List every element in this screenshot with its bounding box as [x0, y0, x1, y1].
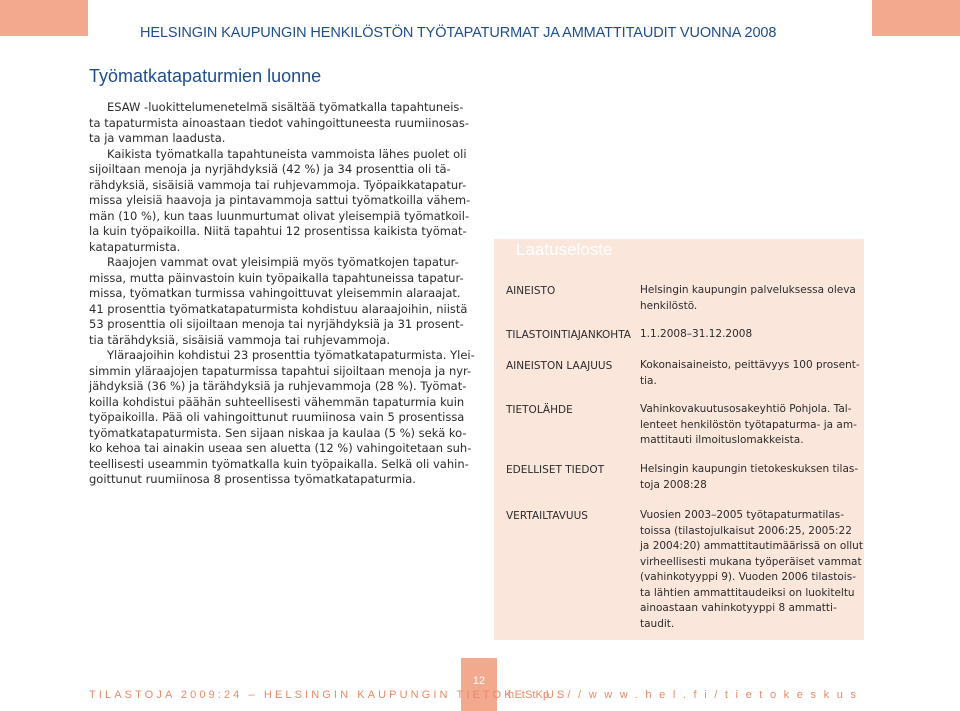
- text-line: simmin yläraajojen tapaturmissa tapahtui sijoiltaan menoja ja nyr-: [89, 363, 472, 378]
- quality-value-laajuus: [640, 358, 860, 389]
- body-text-column: [89, 100, 475, 488]
- text-line: tia tärähdyksiä, sisäisiä vammoja tai ruhjevammoja.: [89, 332, 391, 347]
- quality-value-tietolahde: [640, 402, 860, 449]
- text-line: Raajojen vammat ovat yleisimpiä myös työmatkojen tapatur-: [107, 255, 459, 269]
- text-line: tia.: [640, 374, 657, 387]
- text-line: ja 2004:20) ammattitautimäärissä on ollut: [640, 540, 863, 552]
- page-header-title: HELSINGIN KAUPUNGIN HENKILÖSTÖN TYÖTAPATURMAT JA AMMATTITAUDIT VUONNA 2008: [140, 25, 777, 41]
- text-line: työpaikoilla. Pää oli vahingoittunut ruumiinosa vain 5 prosentissa: [89, 410, 465, 424]
- text-line: ko kehoa tai ainakin useaa sen aluetta (12 %) vahingoitetaan suh-: [89, 441, 472, 455]
- paragraph-injury-types: [89, 147, 469, 256]
- text-line: (vahinkotyyppi 9). Vuoden 2006 tilastois-: [640, 571, 856, 583]
- page-number: 12: [472, 675, 486, 687]
- corner-decoration-right: [872, 0, 960, 36]
- text-line: 41 prosenttia työmatkatapaturmista kohdistuu alaraajoihin, niistä: [89, 301, 468, 316]
- quality-label-vertailtavuus: VERTAILTAVUUS: [506, 510, 588, 522]
- text-line: 53 prosenttia oli sijoiltaan menoja tai nyrjähdyksiä ja 31 prosent-: [89, 317, 464, 331]
- text-line: ta ja vamman laadusta.: [89, 131, 226, 145]
- quality-label-edelliset: EDELLISET TIEDOT: [506, 464, 605, 476]
- footer-url-link[interactable]: http://www.hel.fi/tietokeskus: [508, 689, 864, 701]
- text-line: koilla kohdistui päähän suhteellisesti vähemmän tapaturmia kuin: [89, 394, 465, 409]
- text-line: lenteet henkilöstön työtapaturma- ja am-: [640, 418, 857, 431]
- quality-value-tilastointiajankohta: [640, 327, 860, 343]
- text-line: ESAW -luokittelumenetelmä sisältää työmatkalla tapahtuneis-: [107, 100, 464, 114]
- text-line: män (10 %), kun taas luunmurtumat olivat yleisempiä työmatkoil-: [89, 208, 470, 223]
- quality-statement-title: Laatuseloste: [516, 240, 613, 259]
- paragraph-esaw: [89, 100, 469, 147]
- text-line: Vuosien 2003–2005 työtapaturmatilas-: [640, 509, 845, 521]
- text-line: Kokonaisaineisto, peittävyys 100 prosent-: [640, 359, 860, 371]
- text-line: ta lähtien ammattitaudeiksi on luokiteltu: [640, 586, 855, 599]
- footer-publication: TILASTOJA 2009:24 – HELSINGIN KAUPUNGIN TIETOKESKUS: [89, 689, 568, 701]
- text-line: Kaikista työmatkalla tapahtuneista vammoista lähes puolet oli: [107, 146, 467, 161]
- text-line: missa, työmatkan turmissa vahingoittuvat yleisemmin alaraajat.: [89, 286, 461, 300]
- section-title: Työmatkatapaturmien luonne: [89, 66, 322, 86]
- text-line: Helsingin kaupungin tietokeskuksen tilas-: [640, 463, 859, 475]
- text-line: ainoastaan vahinkotyyppi 8 ammatti-: [640, 602, 837, 614]
- text-line: la kuin työpaikoilla. Niitä tapahtui 12 prosentissa kaikista työmat-: [89, 224, 467, 238]
- text-line: Vahinkovakuutusosakeyhtiö Pohjola. Tal-: [640, 403, 852, 415]
- quality-label-tilastointiajankohta: TILASTOINTIAJANKOHTA: [506, 329, 631, 341]
- text-line: mattitauti ilmoituslomakkeista.: [640, 434, 804, 446]
- text-line: henkilöstö.: [640, 299, 698, 312]
- text-line: missa, mutta päinvastoin kuin työpaikalla tapahtuneissa tapatur-: [89, 270, 464, 285]
- quality-value-aineisto: [640, 283, 860, 314]
- text-line: katapaturmista.: [89, 239, 181, 254]
- quality-value-edelliset: [640, 462, 860, 493]
- quality-label-tietolahde: TIETOLÄHDE: [506, 404, 573, 416]
- text-line: missa yleisiä haavoja ja pintavammoja sattui työmatkoilla vähem-: [89, 193, 471, 207]
- text-line: 1.1.2008–31.12.2008: [640, 328, 753, 340]
- paragraph-limb-injuries: [89, 255, 469, 348]
- text-line: jähdyksiä (36 %) ja tärähdyksiä ja ruhjevammoja (28 %). Työmat-: [89, 379, 467, 393]
- text-line: virheellisesti mukana työperäiset vammat: [640, 555, 862, 568]
- text-line: taudit.: [640, 617, 675, 630]
- text-line: Yläraajoihin kohdistui 23 prosenttia työmatkatapaturmista. Ylei-: [107, 348, 475, 362]
- corner-decoration-left: [0, 0, 88, 36]
- text-line: toja 2008:28: [640, 478, 707, 491]
- text-line: goittunut ruumiinosa 8 prosentissa työmatkatapaturmia.: [89, 472, 416, 486]
- quality-value-vertailtavuus: [640, 508, 863, 632]
- text-line: teellisesti useammin työmatkalla kuin työpaikalla. Selkä oli vahin-: [89, 456, 469, 471]
- text-line: rähdyksiä, sisäisiä vammoja tai ruhjevammoja. Työpaikkatapatur-: [89, 177, 467, 192]
- text-line: ta tapaturmista ainoastaan tiedot vahingoittuneesta ruumiinosas-: [89, 115, 469, 130]
- text-line: sijoiltaan menoja ja nyrjähdyksiä (42 %) ja 34 prosenttia oli tä-: [89, 162, 451, 176]
- text-line: työmatkatapaturmista. Sen sijaan niskaa ja kaulaa (5 %) sekä ko-: [89, 425, 467, 440]
- text-line: toissa (tilastojulkaisut 2006:25, 2005:22: [640, 524, 852, 537]
- text-line: Helsingin kaupungin palveluksessa oleva: [640, 284, 856, 296]
- quality-label-laajuus: AINEISTON LAAJUUS: [506, 360, 613, 372]
- paragraph-upper-limbs: [89, 348, 475, 488]
- quality-label-aineisto: AINEISTO: [506, 285, 556, 297]
